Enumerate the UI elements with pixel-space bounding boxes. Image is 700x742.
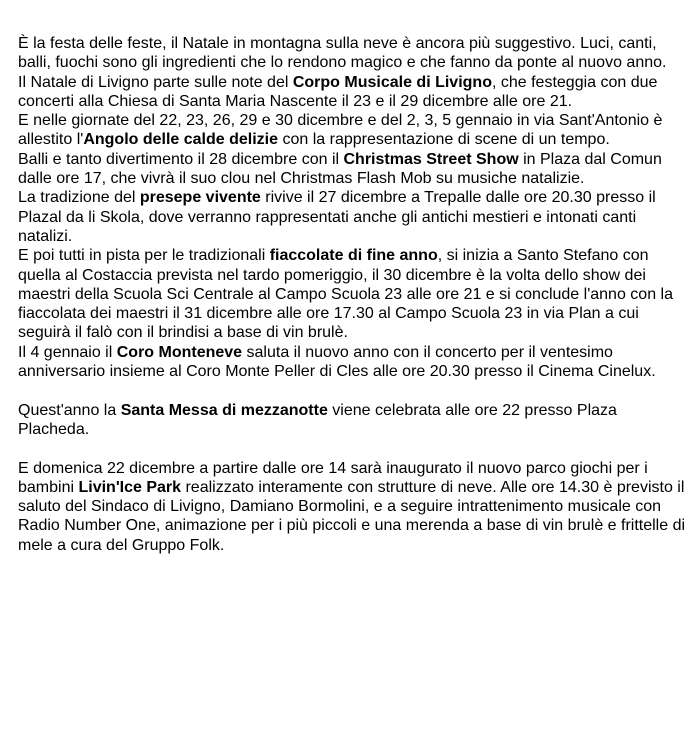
text-segment: E domenica 22 dicembre a partire dalle ore 14 sarà inaugurato il nuovo parco giochi per i bambini bbox=[18, 459, 648, 496]
paragraph-coro bbox=[18, 343, 690, 382]
text-segment: , che festeggia con due concerti alla Chiesa di Santa Maria Nascente il 23 e il 29 dicembre alle ore 21. bbox=[18, 73, 658, 110]
text-segment: La tradizione del bbox=[18, 189, 140, 207]
document-body bbox=[18, 34, 690, 555]
bold-highlight: Angolo delle calde delizie bbox=[83, 131, 279, 149]
paragraph-spacer bbox=[18, 439, 690, 458]
paragraph-corpo-musicale bbox=[18, 73, 690, 112]
bold-highlight: Santa Messa di mezzanotte bbox=[120, 401, 328, 419]
paragraph-angolo-delizie bbox=[18, 111, 690, 150]
paragraph-spacer bbox=[18, 381, 690, 400]
text-segment: Quest'anno la bbox=[18, 401, 121, 419]
bold-highlight: Christmas Street Show bbox=[343, 150, 519, 168]
text-segment: Il Natale di Livigno parte sulle note del bbox=[18, 73, 293, 91]
paragraph-messa bbox=[18, 401, 690, 440]
bold-highlight: Livin'Ice Park bbox=[78, 478, 182, 496]
bold-highlight: Corpo Musicale di Livigno bbox=[292, 73, 492, 91]
text-segment: realizzato interamente con strutture di neve. Alle ore 14.30 è previsto il saluto del Sindaco di Livigno, Damiano Bormolini, e a seguire intrattenimento musicale con Radio Number One, animazione per i più piccoli e una merenda a base di vin brulè e frittelle di mele a cura del Gruppo Folk. bbox=[18, 478, 686, 554]
text-segment: saluta il nuovo anno con il concerto per il ventesimo anniversario insieme al Coro Monte Peller di Cles alle ore 20.30 presso il Cinema Cinelux. bbox=[18, 343, 656, 381]
text-segment: E poi tutti in pista per le tradizionali bbox=[18, 247, 270, 265]
bold-highlight: Coro Monteneve bbox=[116, 343, 243, 361]
text-segment: con la rappresentazione di scene di un tempo. bbox=[278, 131, 610, 149]
paragraph-intro bbox=[18, 34, 690, 73]
text-segment: Balli e tanto divertimento il 28 dicembre con il bbox=[18, 150, 344, 168]
paragraph-street-show bbox=[18, 150, 690, 189]
text-segment: viene celebrata alle ore 22 presso Plaza Placheda. bbox=[18, 401, 617, 438]
text-segment: rivive il 27 dicembre a Trepalle dalle ore 20.30 presso il Plazal da li Skola, dove verranno rappresentati anche gli antichi mestieri e intonati canti natalizi. bbox=[18, 189, 656, 245]
text-segment: E nelle giornate del 22, 23, 26, 29 e 30 dicembre e del 2, 3, 5 gennaio in via Sant'Antonio è allestito l' bbox=[18, 112, 663, 149]
text-segment: È la festa delle feste, il Natale in montagna sulla neve è ancora più suggestivo. Luci, canti, balli, fuochi sono gli ingredienti che lo rendono magico e che fanno da ponte al nuovo anno. bbox=[18, 35, 667, 72]
text-segment: , si inizia a Santo Stefano con quella al Costaccia prevista nel tardo pomeriggio, il 30 dicembre è la volta dello show dei maestri della Scuola Sci Centrale al Campo Scuola 23 alle ore 21 e si conclude l'anno con la fiaccolata dei maestri il 31 dicembre alle ore 17.30 al Campo Scuola 23 in via Plan a cui seguirà il falò con il brindisi a base di vin brulè. bbox=[18, 247, 673, 342]
paragraph-presepe bbox=[18, 188, 690, 246]
text-segment: Il 4 gennaio il bbox=[18, 343, 117, 361]
paragraph-fiaccolate bbox=[18, 246, 690, 342]
text-segment: in Plaza dal Comun dalle ore 17, che vivrà il suo clou nel Christmas Flash Mob su musiche natalizie. bbox=[18, 150, 662, 188]
bold-highlight: presepe vivente bbox=[139, 189, 261, 207]
paragraph-parco bbox=[18, 459, 690, 555]
bold-highlight: fiaccolate di fine anno bbox=[269, 247, 438, 265]
